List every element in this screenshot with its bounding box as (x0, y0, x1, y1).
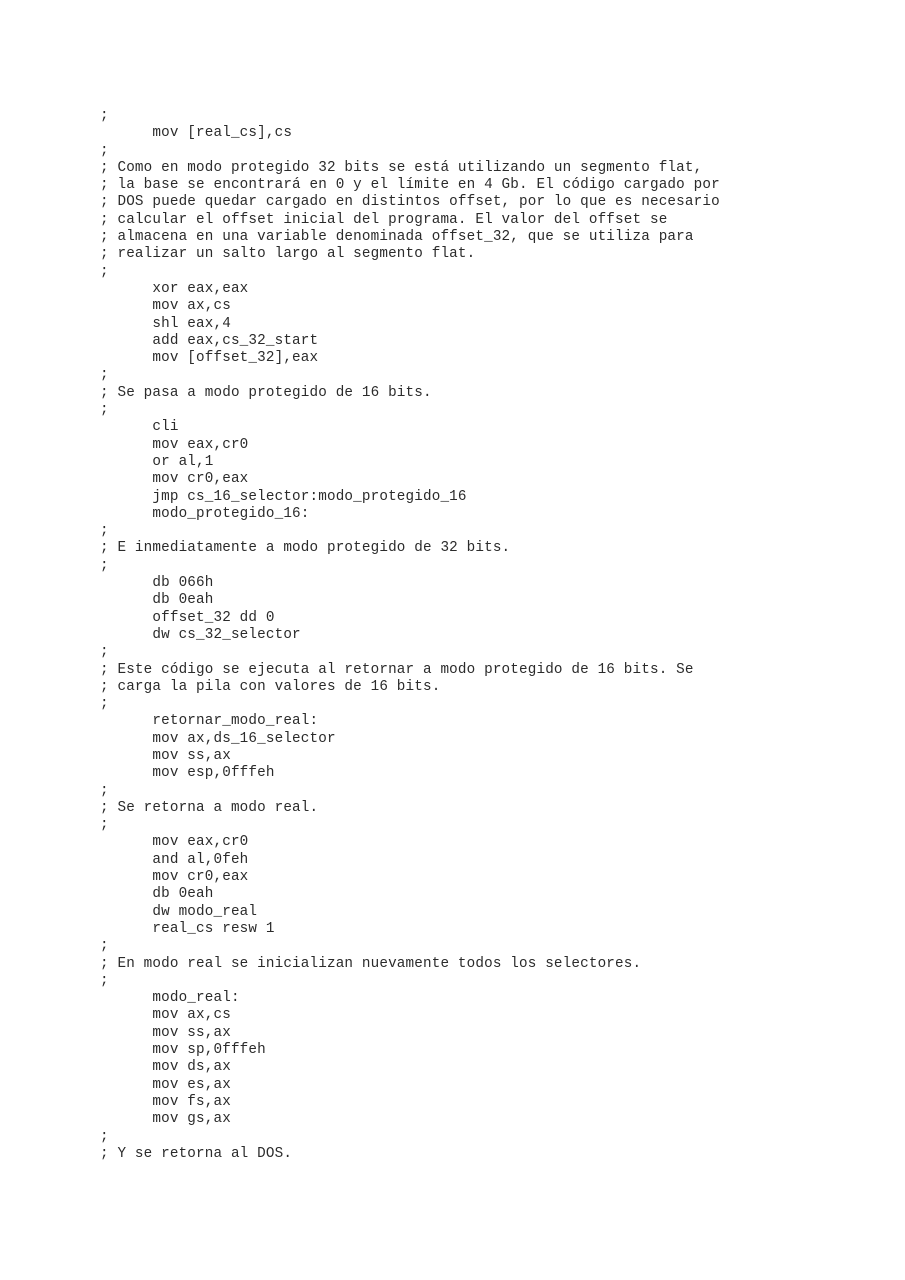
comment-separator: ; (100, 557, 109, 574)
code-listing (100, 108, 880, 1163)
comment-line: ; calcular el offset inicial del programa. El valor del offset se (100, 211, 668, 228)
comment-line: ; almacena en una variable denominada offset_32, que se utiliza para (100, 229, 694, 246)
comment-separator: ; (100, 782, 109, 799)
comment-line: ; Se pasa a modo protegido de 16 bits. (100, 384, 432, 401)
comment-separator: ; (100, 696, 109, 713)
comment-line: ; DOS puede quedar cargado en distintos offset, por lo que es necesario (100, 194, 720, 211)
comment-line: ; la base se encontrará en 0 y el límite en 4 Gb. El código cargado por (100, 177, 720, 194)
code-line: or al,1 (100, 453, 214, 470)
code-line: mov eax,cr0 (100, 834, 249, 851)
code-line: mov ds,ax (100, 1059, 231, 1076)
comment-line: ; Se retorna a modo real. (100, 799, 319, 816)
code-line: mov ax,cs (100, 1007, 231, 1024)
comment-line: ; En modo real se inicializan nuevamente todos los selectores. (100, 955, 642, 972)
comment-separator: ; (100, 523, 109, 540)
comment-separator: ; (100, 1128, 109, 1145)
comment-separator: ; (100, 402, 109, 419)
code-line: mov eax,cr0 (100, 436, 249, 453)
code-line: mov esp,0fffeh (100, 765, 275, 782)
comment-separator: ; (100, 938, 109, 955)
code-line: mov [offset_32],eax (100, 350, 319, 367)
code-line: db 0eah (100, 592, 214, 609)
code-line: mov ax,cs (100, 298, 231, 315)
code-line: jmp cs_16_selector:modo_protegido_16 (100, 488, 467, 505)
comment-line: ; Este código se ejecuta al retornar a modo protegido de 16 bits. Se (100, 661, 694, 678)
comment-separator: ; (100, 817, 109, 834)
comment-line: ; E inmediatamente a modo protegido de 32 bits. (100, 540, 511, 557)
code-line: mov fs,ax (100, 1093, 231, 1110)
code-line: offset_32 dd 0 (100, 609, 275, 626)
code-line: modo_real: (100, 990, 240, 1007)
code-line: db 0eah (100, 886, 214, 903)
code-line: xor eax,eax (100, 280, 249, 297)
comment-separator: ; (100, 263, 109, 280)
code-line: mov ss,ax (100, 747, 231, 764)
code-line: and al,0feh (100, 851, 249, 868)
code-line: db 066h (100, 575, 214, 592)
comment-line: ; carga la pila con valores de 16 bits. (100, 678, 441, 695)
code-line: modo_protegido_16: (100, 505, 310, 522)
code-line: cli (100, 419, 179, 436)
code-line: shl eax,4 (100, 315, 231, 332)
code-line: mov cr0,eax (100, 869, 249, 886)
code-line: mov gs,ax (100, 1111, 231, 1128)
code-line: mov es,ax (100, 1076, 231, 1093)
code-line: mov ss,ax (100, 1024, 231, 1041)
code-line: dw cs_32_selector (100, 626, 301, 643)
code-line: mov sp,0fffeh (100, 1042, 266, 1059)
comment-separator: ; (100, 972, 109, 989)
code-line: mov ax,ds_16_selector (100, 730, 336, 747)
code-line: mov [real_cs],cs (100, 125, 293, 142)
code-line: real_cs resw 1 (100, 920, 275, 937)
code-line: dw modo_real (100, 903, 258, 920)
code-line: retornar_modo_real: (100, 713, 319, 730)
code-line: mov cr0,eax (100, 471, 249, 488)
comment-line: ; Como en modo protegido 32 bits se está utilizando un segmento flat, (100, 159, 703, 176)
comment-separator: ; (100, 644, 109, 661)
comment-line: ; Y se retorna al DOS. (100, 1145, 293, 1162)
code-line: add eax,cs_32_start (100, 332, 319, 349)
comment-separator: ; (100, 142, 109, 159)
comment-separator: ; (100, 367, 109, 384)
comment-separator: ; (100, 108, 109, 124)
comment-line: ; realizar un salto largo al segmento flat. (100, 246, 476, 263)
